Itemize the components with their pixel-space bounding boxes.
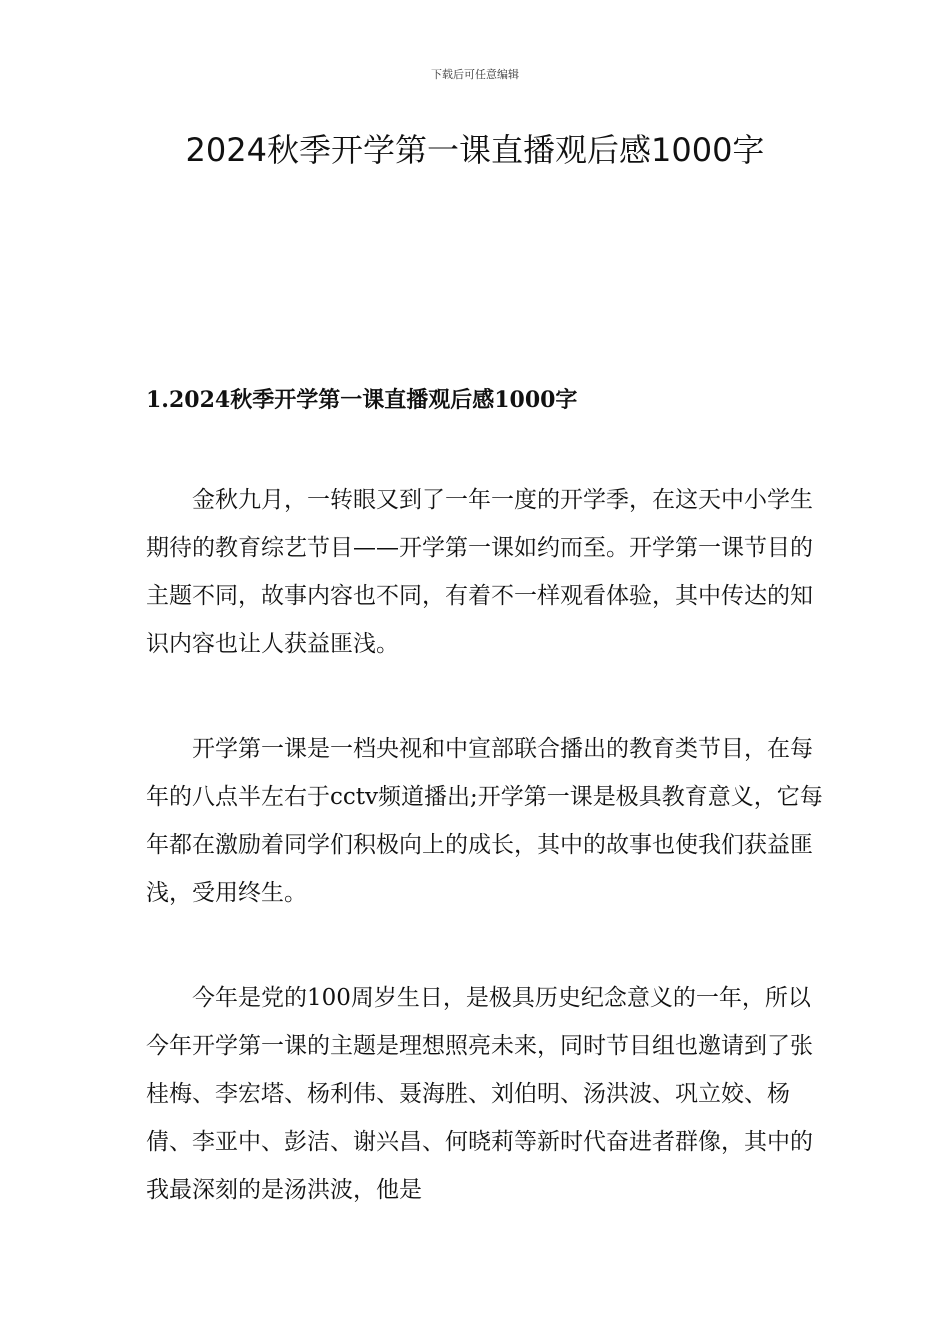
paragraph-3: 今年是党的100周岁生日，是极具历史纪念意义的一年，所以今年开学第一课的主题是理想照亮未来，同时节目组也邀请到了张桂梅、李宏塔、杨利伟、聂海胜、刘伯明、汤洪波、巩立姣、杨倩、李亚中、彭洁、谢兴昌、何晓莉等新时代奋进者群像，其中的我最深刻的是汤洪波，他是 [146,985,813,1203]
paragraph-2: 开学第一课是一档央视和中宣部联合播出的教育类节目，在每年的八点半左右于cctv频道播出;开学第一课是极具教育意义，它每年都在激励着同学们积极向上的成长，其中的故事也使我们获益匪浅，受用终生。 [146,736,823,906]
section-heading: 1.2024秋季开学第一课直播观后感1000字 [146,387,578,413]
paragraph-1: 金秋九月，一转眼又到了一年一度的开学季，在这天中小学生期待的教育综艺节目——开学第一课如约而至。开学第一课节目的主题不同，故事内容也不同，有着不一样观看体验，其中传达的知识内容也让人获益匪浅。 [146,487,813,657]
paragraph-3-container [146,974,830,1214]
document-title: 2024秋季开学第一课直播观后感1000字 [185,131,765,169]
header-note: 下载后可任意编辑 [431,68,519,81]
paragraph-1-container [146,476,830,668]
paragraph-2-container [146,725,830,917]
